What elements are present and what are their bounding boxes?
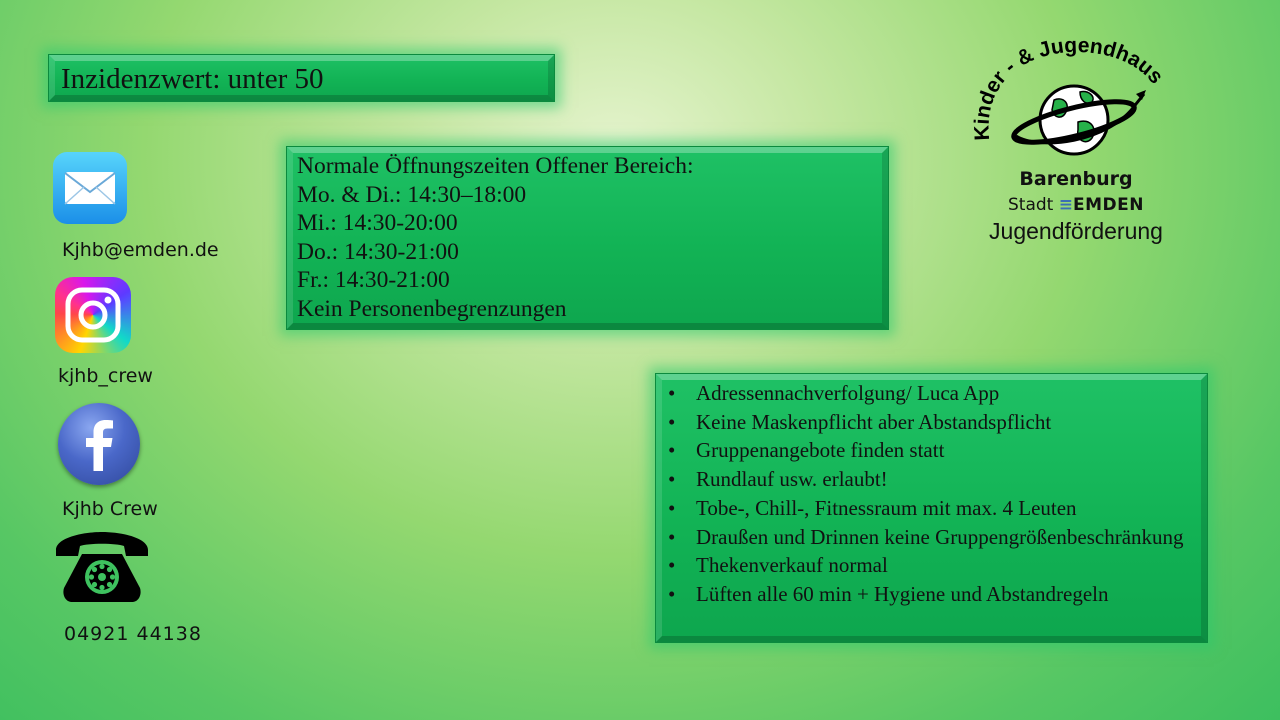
logo-city-text: EMDEN bbox=[1073, 195, 1144, 215]
rule-item: • Lüften alle 60 min + Hygiene und Abstandregeln bbox=[668, 580, 1184, 609]
instagram-handle[interactable]: kjhb_crew bbox=[58, 365, 153, 387]
logo-globe-icon bbox=[968, 40, 1184, 170]
rule-item: • Thekenverkauf normal bbox=[668, 551, 1184, 580]
rule-item: • Gruppenangebote finden statt bbox=[668, 436, 1184, 465]
rules-list bbox=[668, 379, 1184, 609]
logo-city bbox=[968, 195, 1184, 215]
logo-stadt-text: Stadt bbox=[1008, 195, 1054, 215]
rule-item: • Rundlauf usw. erlaubt! bbox=[668, 465, 1184, 494]
hours-note: Kein Personenbegrenzungen bbox=[297, 295, 567, 322]
emden-wave-icon: ≡ bbox=[1058, 195, 1073, 215]
rule-item: • Adressennachverfolgung/ Luca App bbox=[668, 379, 1184, 408]
mail-icon[interactable] bbox=[53, 152, 127, 224]
incidence-panel bbox=[48, 54, 555, 102]
rule-item: • Tobe-, Chill-, Fitnessraum mit max. 4 Leuten bbox=[668, 494, 1184, 523]
email-address[interactable]: Kjhb@emden.de bbox=[62, 239, 219, 261]
logo-department: Jugendförderung bbox=[989, 218, 1163, 244]
hours-line-thu: Do.: 14:30-21:00 bbox=[297, 238, 459, 265]
instagram-icon[interactable] bbox=[55, 277, 131, 353]
incidence-text: Inzidenzwert: unter 50 bbox=[61, 63, 324, 95]
hours-line-wed: Mi.: 14:30-20:00 bbox=[297, 210, 458, 237]
facebook-name[interactable]: Kjhb Crew bbox=[62, 498, 158, 520]
logo-name: Barenburg bbox=[1019, 168, 1133, 190]
rules-panel bbox=[655, 373, 1208, 643]
logo-arc-text: Kinder - & Jugendhaus bbox=[970, 40, 1168, 141]
hours-line-fri: Fr.: 14:30-21:00 bbox=[297, 267, 450, 294]
rule-item: • Draußen und Drinnen keine Gruppengrößenbeschränkung bbox=[668, 523, 1184, 552]
hours-line-mon-tue: Mo. & Di.: 14:30–18:00 bbox=[297, 181, 527, 208]
facebook-icon[interactable] bbox=[58, 403, 140, 485]
telephone-icon bbox=[52, 530, 152, 606]
logo bbox=[968, 40, 1184, 250]
hours-heading: Normale Öffnungszeiten Offener Bereich: bbox=[297, 153, 694, 179]
opening-hours-panel bbox=[286, 146, 889, 330]
phone-number[interactable]: 04921 44138 bbox=[64, 623, 202, 645]
rule-item: • Keine Maskenpflicht aber Abstandspflicht bbox=[668, 408, 1184, 437]
